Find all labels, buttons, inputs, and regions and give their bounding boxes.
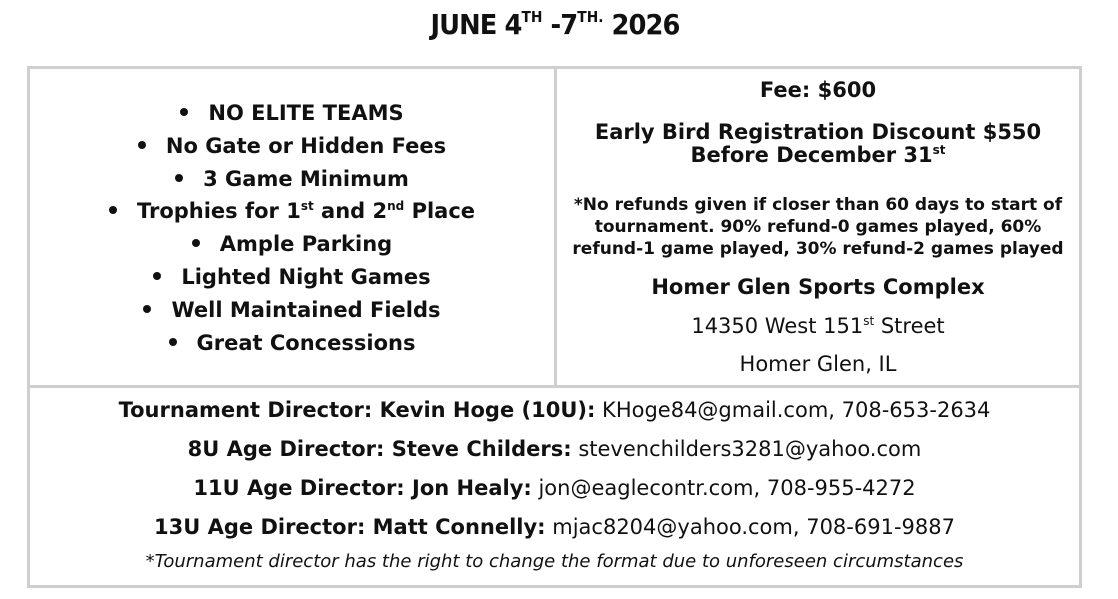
event-dates-title [44, 8, 1065, 41]
early-bird-line: Early Bird Registration Discount $550 [594, 120, 1042, 144]
refund-line: refund-1 game played, 30% refund-2 games played [572, 239, 1064, 259]
refund-policy [557, 194, 1079, 260]
feature-text: NO ELITE TEAMS [208, 101, 404, 125]
fee-amount: Fee: $600 [759, 78, 877, 102]
info-box [27, 66, 1082, 588]
contact-info: mjac8204@yahoo.com, 708-691-9887 [545, 515, 955, 539]
contact-info: KHoge84@gmail.com, 708-653-2634 [595, 398, 991, 422]
bullet-dot-icon [138, 141, 146, 149]
contact-line [30, 476, 1079, 500]
contact-role: 13U Age Director: Matt Connelly: [154, 515, 546, 539]
feature-text: No Gate or Hidden Fees [165, 133, 447, 158]
refund-line: tournament. 90% refund-0 games played, 60% [594, 217, 1042, 237]
ordinal-suffix: nd [387, 199, 405, 214]
bullet-dot-icon [175, 174, 183, 182]
contact-line [30, 437, 1079, 461]
horizontal-divider [30, 385, 1079, 388]
feature-text: Place [404, 199, 476, 224]
venue-city: Homer Glen, IL [739, 352, 897, 376]
bullet-dot-icon [153, 272, 161, 280]
contact-role: 8U Age Director: Steve Childers: [187, 437, 572, 461]
feature-item [30, 195, 554, 228]
contact-info: stevenchilders3281@yahoo.com [571, 437, 922, 461]
title-end-date: -7 [542, 8, 578, 41]
feature-item [30, 261, 554, 294]
venue-name: Homer Glen Sports Complex [651, 275, 985, 299]
bullet-dot-icon [169, 338, 177, 346]
bullet-dot-icon [192, 239, 200, 247]
title-year: 2026 [603, 8, 680, 41]
title-start-date: JUNE 4 [430, 8, 522, 41]
disclaimer-note: *Tournament director has the right to change the format due to unforeseen circumstances [145, 551, 964, 572]
street-text: Street [874, 314, 945, 338]
feature-item [30, 327, 554, 360]
feature-text: Trophies for 1 [136, 199, 301, 224]
ordinal-suffix: st [863, 314, 875, 328]
deadline-text: Before December 31 [690, 143, 933, 167]
contact-line [30, 515, 1079, 539]
contact-info: jon@eaglecontr.com, 708-955-4272 [531, 476, 916, 500]
venue-street [557, 314, 1079, 338]
fees-venue-panel [557, 69, 1079, 385]
feature-item [30, 228, 554, 261]
contact-role: 11U Age Director: Jon Healy: [193, 476, 532, 500]
feature-text: Ample Parking [219, 232, 393, 257]
bullet-dot-icon [143, 305, 151, 313]
feature-item [30, 294, 554, 327]
feature-text: 3 Game Minimum [203, 166, 409, 191]
features-list [30, 97, 554, 359]
feature-text: Great Concessions [196, 330, 416, 355]
street-text: 14350 West 151 [691, 314, 864, 338]
feature-item [30, 130, 554, 163]
ordinal-suffix: st [300, 199, 314, 214]
features-panel [30, 97, 554, 359]
ordinal-suffix: st [932, 143, 946, 157]
early-bird-deadline [557, 144, 1079, 167]
feature-item [30, 163, 554, 196]
contact-line [30, 398, 1079, 422]
early-bird-discount [557, 121, 1079, 167]
refund-line: *No refunds given if closer than 60 days to start of [573, 195, 1063, 215]
feature-text: and 2 [313, 199, 388, 224]
feature-text: Lighted Night Games [181, 264, 431, 289]
contact-role: Tournament Director: Kevin Hoge (10U): [118, 398, 596, 422]
title-end-suffix: TH. [577, 8, 604, 26]
bullet-dot-icon [180, 108, 188, 116]
bullet-dot-icon [109, 206, 117, 214]
feature-text: Well Maintained Fields [171, 297, 441, 322]
title-start-suffix: TH [521, 8, 543, 26]
feature-item [30, 97, 554, 130]
